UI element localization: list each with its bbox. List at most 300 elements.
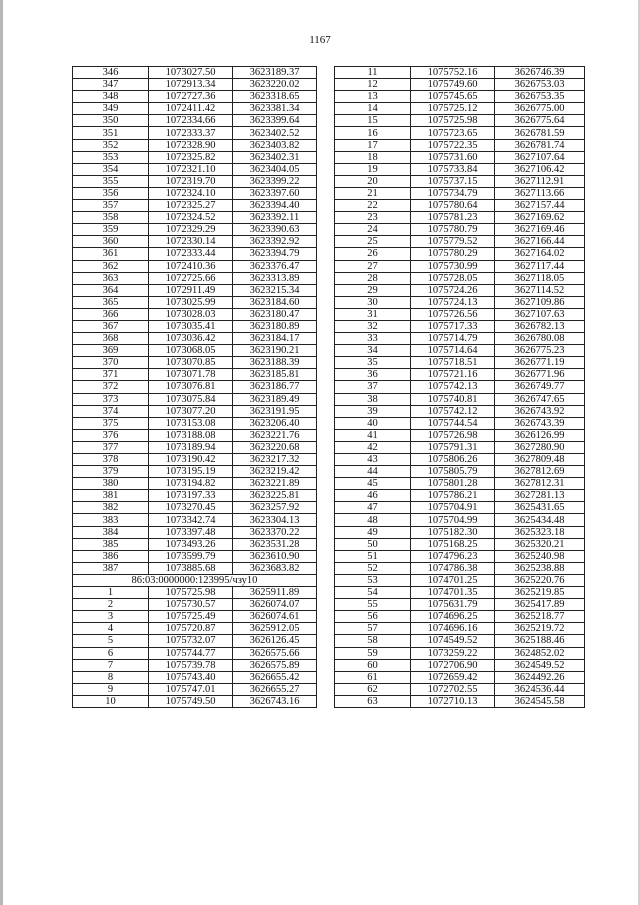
y-coordinate-cell: 3626575.66 — [233, 647, 317, 659]
x-coordinate-cell: 1073194.82 — [149, 478, 233, 490]
table-row — [335, 333, 585, 345]
x-coordinate-cell: 1074549.52 — [411, 635, 495, 647]
point-number-cell: 53 — [335, 574, 411, 586]
table-row — [335, 514, 585, 526]
x-coordinate-cell: 1075752.16 — [411, 67, 495, 79]
y-coordinate-cell: 3623394.40 — [233, 200, 317, 212]
point-number-cell: 20 — [335, 175, 411, 187]
y-coordinate-cell: 3626771.96 — [495, 369, 585, 381]
x-coordinate-cell: 1073599.79 — [149, 550, 233, 562]
point-number-cell: 60 — [335, 659, 411, 671]
x-coordinate-cell: 1075791.31 — [411, 441, 495, 453]
point-number-cell: 57 — [335, 623, 411, 635]
x-coordinate-cell: 1075749.50 — [149, 695, 233, 707]
y-coordinate-cell: 3623402.31 — [233, 151, 317, 163]
table-row — [73, 647, 317, 659]
point-number-cell: 384 — [73, 526, 149, 538]
x-coordinate-cell: 1075780.79 — [411, 224, 495, 236]
table-row — [335, 562, 585, 574]
y-coordinate-cell: 3623404.05 — [233, 163, 317, 175]
x-coordinate-cell: 1075786.21 — [411, 490, 495, 502]
y-coordinate-cell: 3623180.89 — [233, 320, 317, 332]
x-coordinate-cell: 1072319.70 — [149, 175, 233, 187]
point-number-cell: 363 — [73, 272, 149, 284]
point-number-cell: 19 — [335, 163, 411, 175]
x-coordinate-cell: 1072410.36 — [149, 260, 233, 272]
point-number-cell: 367 — [73, 320, 149, 332]
table-row — [335, 417, 585, 429]
table-row — [335, 272, 585, 284]
y-coordinate-cell: 3623184.60 — [233, 296, 317, 308]
table-row — [73, 417, 317, 429]
y-coordinate-cell: 3627809.48 — [495, 454, 585, 466]
table-row — [335, 103, 585, 115]
point-number-cell: 35 — [335, 357, 411, 369]
table-row — [335, 67, 585, 79]
y-coordinate-cell: 3626126.99 — [495, 429, 585, 441]
y-coordinate-cell: 3623381.34 — [233, 103, 317, 115]
point-number-cell: 18 — [335, 151, 411, 163]
point-number-cell: 13 — [335, 91, 411, 103]
table-row — [335, 260, 585, 272]
point-number-cell: 46 — [335, 490, 411, 502]
x-coordinate-cell: 1075726.56 — [411, 308, 495, 320]
x-coordinate-cell: 1075780.64 — [411, 200, 495, 212]
table-row — [335, 466, 585, 478]
point-number-cell: 347 — [73, 79, 149, 91]
y-coordinate-cell: 3623220.68 — [233, 441, 317, 453]
x-coordinate-cell: 1073076.81 — [149, 381, 233, 393]
y-coordinate-cell: 3623225.81 — [233, 490, 317, 502]
y-coordinate-cell: 3626743.16 — [233, 695, 317, 707]
point-number-cell: 353 — [73, 151, 149, 163]
y-coordinate-cell: 3626743.92 — [495, 405, 585, 417]
point-number-cell: 51 — [335, 550, 411, 562]
x-coordinate-cell: 1075730.99 — [411, 260, 495, 272]
y-coordinate-cell: 3627112.91 — [495, 175, 585, 187]
table-row — [335, 284, 585, 296]
table-row — [73, 357, 317, 369]
y-coordinate-cell: 3626126.45 — [233, 635, 317, 647]
y-coordinate-cell: 3623392.92 — [233, 236, 317, 248]
table-row — [73, 236, 317, 248]
table-row — [335, 151, 585, 163]
point-number-cell: 386 — [73, 550, 149, 562]
table-row — [335, 369, 585, 381]
x-coordinate-cell: 1075722.35 — [411, 139, 495, 151]
y-coordinate-cell: 3626074.61 — [233, 611, 317, 623]
y-coordinate-cell: 3625218.77 — [495, 611, 585, 623]
table-row — [73, 320, 317, 332]
point-number-cell: 360 — [73, 236, 149, 248]
x-coordinate-cell: 1073035.41 — [149, 320, 233, 332]
x-coordinate-cell: 1073342.74 — [149, 514, 233, 526]
table-row — [335, 441, 585, 453]
x-coordinate-cell: 1072325.82 — [149, 151, 233, 163]
table-row — [335, 296, 585, 308]
section-title: 86:03:0000000:123995/чзу10 — [73, 574, 317, 586]
table-row — [335, 611, 585, 623]
x-coordinate-cell: 1073493.26 — [149, 538, 233, 550]
table-row — [73, 79, 317, 91]
point-number-cell: 381 — [73, 490, 149, 502]
x-coordinate-cell: 1074696.16 — [411, 623, 495, 635]
x-coordinate-cell: 1072333.37 — [149, 127, 233, 139]
x-coordinate-cell: 1075718.51 — [411, 357, 495, 369]
y-coordinate-cell: 3625434.48 — [495, 514, 585, 526]
table-row — [335, 127, 585, 139]
point-number-cell: 17 — [335, 139, 411, 151]
x-coordinate-cell: 1075805.79 — [411, 466, 495, 478]
point-number-cell: 349 — [73, 103, 149, 115]
point-number-cell: 354 — [73, 163, 149, 175]
y-coordinate-cell: 3623184.17 — [233, 333, 317, 345]
x-coordinate-cell: 1074796.23 — [411, 550, 495, 562]
table-row — [335, 200, 585, 212]
x-coordinate-cell: 1073027.50 — [149, 67, 233, 79]
table-row — [335, 454, 585, 466]
point-number-cell: 61 — [335, 671, 411, 683]
table-row — [335, 659, 585, 671]
y-coordinate-cell: 3625911.89 — [233, 587, 317, 599]
point-number-cell: 28 — [335, 272, 411, 284]
table-row — [335, 526, 585, 538]
y-coordinate-cell: 3625431.65 — [495, 502, 585, 514]
point-number-cell: 58 — [335, 635, 411, 647]
table-row — [73, 429, 317, 441]
point-number-cell: 371 — [73, 369, 149, 381]
point-number-cell: 55 — [335, 599, 411, 611]
x-coordinate-cell: 1073259.22 — [411, 647, 495, 659]
table-row — [335, 429, 585, 441]
point-number-cell: 369 — [73, 345, 149, 357]
x-coordinate-cell: 1073397.48 — [149, 526, 233, 538]
x-coordinate-cell: 1073071.78 — [149, 369, 233, 381]
x-coordinate-cell: 1075743.40 — [149, 671, 233, 683]
table-row — [335, 599, 585, 611]
point-number-cell: 38 — [335, 393, 411, 405]
x-coordinate-cell: 1075801.28 — [411, 478, 495, 490]
x-coordinate-cell: 1075779.52 — [411, 236, 495, 248]
coordinates-table-left — [72, 66, 317, 708]
table-row — [73, 502, 317, 514]
x-coordinate-cell: 1075732.07 — [149, 635, 233, 647]
x-coordinate-cell: 1075720.87 — [149, 623, 233, 635]
y-coordinate-cell: 3626749.77 — [495, 381, 585, 393]
table-row — [73, 272, 317, 284]
table-row — [73, 200, 317, 212]
x-coordinate-cell: 1073195.19 — [149, 466, 233, 478]
table-row — [73, 187, 317, 199]
x-coordinate-cell: 1074786.38 — [411, 562, 495, 574]
point-number-cell: 23 — [335, 212, 411, 224]
y-coordinate-cell: 3626746.39 — [495, 67, 585, 79]
table-row — [73, 490, 317, 502]
table-row — [335, 623, 585, 635]
table-row — [335, 79, 585, 91]
x-coordinate-cell: 1073189.94 — [149, 441, 233, 453]
y-coordinate-cell: 3623376.47 — [233, 260, 317, 272]
table-row — [73, 224, 317, 236]
table-row — [335, 381, 585, 393]
point-number-cell: 26 — [335, 248, 411, 260]
point-number-cell: 348 — [73, 91, 149, 103]
x-coordinate-cell: 1073197.33 — [149, 490, 233, 502]
point-number-cell: 37 — [335, 381, 411, 393]
y-coordinate-cell: 3623190.21 — [233, 345, 317, 357]
point-number-cell: 59 — [335, 647, 411, 659]
point-number-cell: 373 — [73, 393, 149, 405]
x-coordinate-cell: 1074701.25 — [411, 574, 495, 586]
x-coordinate-cell: 1075721.16 — [411, 369, 495, 381]
y-coordinate-cell: 3624492.26 — [495, 671, 585, 683]
x-coordinate-cell: 1075714.64 — [411, 345, 495, 357]
x-coordinate-cell: 1075737.15 — [411, 175, 495, 187]
x-coordinate-cell: 1074696.25 — [411, 611, 495, 623]
point-number-cell: 387 — [73, 562, 149, 574]
x-coordinate-cell: 1072706.90 — [411, 659, 495, 671]
table-row — [73, 611, 317, 623]
x-coordinate-cell: 1072324.52 — [149, 212, 233, 224]
x-coordinate-cell: 1072727.36 — [149, 91, 233, 103]
y-coordinate-cell: 3627114.52 — [495, 284, 585, 296]
point-number-cell: 44 — [335, 466, 411, 478]
table-row — [73, 393, 317, 405]
x-coordinate-cell: 1075182.30 — [411, 526, 495, 538]
table-row — [335, 405, 585, 417]
y-coordinate-cell: 3623257.92 — [233, 502, 317, 514]
y-coordinate-cell: 3623399.22 — [233, 175, 317, 187]
point-number-cell: 357 — [73, 200, 149, 212]
x-coordinate-cell: 1075739.78 — [149, 659, 233, 671]
table-row — [73, 550, 317, 562]
y-coordinate-cell: 3623219.42 — [233, 466, 317, 478]
y-coordinate-cell: 3625220.76 — [495, 574, 585, 586]
point-number-cell: 40 — [335, 417, 411, 429]
x-coordinate-cell: 1073077.20 — [149, 405, 233, 417]
y-coordinate-cell: 3625912.05 — [233, 623, 317, 635]
y-coordinate-cell: 3626780.08 — [495, 333, 585, 345]
y-coordinate-cell: 3627118.05 — [495, 272, 585, 284]
table-row — [73, 623, 317, 635]
y-coordinate-cell: 3623399.64 — [233, 115, 317, 127]
point-number-cell: 12 — [335, 79, 411, 91]
y-coordinate-cell: 3623185.81 — [233, 369, 317, 381]
table-row — [73, 405, 317, 417]
point-number-cell: 364 — [73, 284, 149, 296]
y-coordinate-cell: 3627812.31 — [495, 478, 585, 490]
table-row — [73, 587, 317, 599]
point-number-cell: 9 — [73, 683, 149, 695]
x-coordinate-cell: 1073068.05 — [149, 345, 233, 357]
table-row — [73, 369, 317, 381]
x-coordinate-cell: 1073885.68 — [149, 562, 233, 574]
y-coordinate-cell: 3626655.27 — [233, 683, 317, 695]
y-coordinate-cell: 3623390.63 — [233, 224, 317, 236]
point-number-cell: 29 — [335, 284, 411, 296]
point-number-cell: 32 — [335, 320, 411, 332]
table-row — [335, 550, 585, 562]
y-coordinate-cell: 3625323.18 — [495, 526, 585, 538]
point-number-cell: 11 — [335, 67, 411, 79]
x-coordinate-cell: 1075724.13 — [411, 296, 495, 308]
x-coordinate-cell: 1075781.23 — [411, 212, 495, 224]
x-coordinate-cell: 1075744.77 — [149, 647, 233, 659]
point-number-cell: 3 — [73, 611, 149, 623]
point-number-cell: 346 — [73, 67, 149, 79]
point-number-cell: 16 — [335, 127, 411, 139]
table-row — [73, 671, 317, 683]
table-row — [335, 115, 585, 127]
y-coordinate-cell: 3623180.47 — [233, 308, 317, 320]
table-row — [335, 212, 585, 224]
point-number-cell: 22 — [335, 200, 411, 212]
y-coordinate-cell: 3623403.82 — [233, 139, 317, 151]
point-number-cell: 24 — [335, 224, 411, 236]
table-row — [335, 647, 585, 659]
table-row — [73, 562, 317, 574]
y-coordinate-cell: 3623217.32 — [233, 454, 317, 466]
y-coordinate-cell: 3626781.59 — [495, 127, 585, 139]
y-coordinate-cell: 3623221.89 — [233, 478, 317, 490]
x-coordinate-cell: 1072330.14 — [149, 236, 233, 248]
point-number-cell: 15 — [335, 115, 411, 127]
right-table-body — [335, 67, 585, 708]
x-coordinate-cell: 1072325.27 — [149, 200, 233, 212]
y-coordinate-cell: 3624549.52 — [495, 659, 585, 671]
x-coordinate-cell: 1075704.91 — [411, 502, 495, 514]
table-row — [335, 236, 585, 248]
point-number-cell: 62 — [335, 683, 411, 695]
table-row — [73, 260, 317, 272]
y-coordinate-cell: 3623220.02 — [233, 79, 317, 91]
table-row — [73, 91, 317, 103]
point-number-cell: 36 — [335, 369, 411, 381]
y-coordinate-cell: 3625219.72 — [495, 623, 585, 635]
point-number-cell: 8 — [73, 671, 149, 683]
table-row — [335, 574, 585, 586]
y-coordinate-cell: 3627281.13 — [495, 490, 585, 502]
y-coordinate-cell: 3623186.77 — [233, 381, 317, 393]
point-number-cell: 374 — [73, 405, 149, 417]
y-coordinate-cell: 3626655.42 — [233, 671, 317, 683]
table-row — [335, 163, 585, 175]
table-row — [73, 139, 317, 151]
x-coordinate-cell: 1075749.60 — [411, 79, 495, 91]
y-coordinate-cell: 3623402.52 — [233, 127, 317, 139]
y-coordinate-cell: 3623313.89 — [233, 272, 317, 284]
table-row — [73, 333, 317, 345]
x-coordinate-cell: 1075742.13 — [411, 381, 495, 393]
x-coordinate-cell: 1073070.85 — [149, 357, 233, 369]
y-coordinate-cell: 3623206.40 — [233, 417, 317, 429]
table-row — [73, 103, 317, 115]
x-coordinate-cell: 1072710.13 — [411, 695, 495, 707]
left-table-body — [73, 67, 317, 708]
table-row — [73, 115, 317, 127]
x-coordinate-cell: 1072328.90 — [149, 139, 233, 151]
x-coordinate-cell: 1075744.54 — [411, 417, 495, 429]
point-number-cell: 47 — [335, 502, 411, 514]
table-row — [335, 91, 585, 103]
point-number-cell: 378 — [73, 454, 149, 466]
table-row — [335, 175, 585, 187]
table-row — [73, 478, 317, 490]
y-coordinate-cell: 3626074.07 — [233, 599, 317, 611]
table-row — [335, 248, 585, 260]
point-number-cell: 383 — [73, 514, 149, 526]
x-coordinate-cell: 1075734.79 — [411, 187, 495, 199]
table-row — [335, 671, 585, 683]
point-number-cell: 49 — [335, 526, 411, 538]
point-number-cell: 41 — [335, 429, 411, 441]
section-header-row — [73, 574, 317, 586]
y-coordinate-cell: 3626775.00 — [495, 103, 585, 115]
table-row — [73, 345, 317, 357]
x-coordinate-cell: 1075725.98 — [411, 115, 495, 127]
point-number-cell: 362 — [73, 260, 149, 272]
x-coordinate-cell: 1072324.10 — [149, 187, 233, 199]
y-coordinate-cell: 3624545.58 — [495, 695, 585, 707]
point-number-cell: 368 — [73, 333, 149, 345]
point-number-cell: 34 — [335, 345, 411, 357]
x-coordinate-cell: 1072411.42 — [149, 103, 233, 115]
y-coordinate-cell: 3627164.02 — [495, 248, 585, 260]
point-number-cell: 50 — [335, 538, 411, 550]
y-coordinate-cell: 3623683.82 — [233, 562, 317, 574]
point-number-cell: 2 — [73, 599, 149, 611]
x-coordinate-cell: 1072659.42 — [411, 671, 495, 683]
x-coordinate-cell: 1073075.84 — [149, 393, 233, 405]
x-coordinate-cell: 1075745.65 — [411, 91, 495, 103]
point-number-cell: 63 — [335, 695, 411, 707]
y-coordinate-cell: 3625417.89 — [495, 599, 585, 611]
point-number-cell: 380 — [73, 478, 149, 490]
table-row — [73, 514, 317, 526]
table-row — [335, 490, 585, 502]
point-number-cell: 52 — [335, 562, 411, 574]
x-coordinate-cell: 1072329.29 — [149, 224, 233, 236]
table-row — [335, 587, 585, 599]
point-number-cell: 372 — [73, 381, 149, 393]
point-number-cell: 359 — [73, 224, 149, 236]
x-coordinate-cell: 1075733.84 — [411, 163, 495, 175]
x-coordinate-cell: 1075714.79 — [411, 333, 495, 345]
x-coordinate-cell: 1075806.26 — [411, 454, 495, 466]
coordinates-table-right — [334, 66, 585, 708]
table-row — [73, 599, 317, 611]
table-row — [73, 441, 317, 453]
table-row — [335, 357, 585, 369]
point-number-cell: 355 — [73, 175, 149, 187]
table-row — [335, 683, 585, 695]
point-number-cell: 370 — [73, 357, 149, 369]
x-coordinate-cell: 1075731.60 — [411, 151, 495, 163]
y-coordinate-cell: 3625238.88 — [495, 562, 585, 574]
y-coordinate-cell: 3624852.02 — [495, 647, 585, 659]
table-row — [73, 466, 317, 478]
table-row — [73, 212, 317, 224]
table-row — [73, 538, 317, 550]
x-coordinate-cell: 1073190.42 — [149, 454, 233, 466]
y-coordinate-cell: 3627157.44 — [495, 200, 585, 212]
x-coordinate-cell: 1075631.79 — [411, 599, 495, 611]
point-number-cell: 27 — [335, 260, 411, 272]
table-row — [335, 320, 585, 332]
y-coordinate-cell: 3626771.19 — [495, 357, 585, 369]
table-row — [73, 67, 317, 79]
point-number-cell: 375 — [73, 417, 149, 429]
